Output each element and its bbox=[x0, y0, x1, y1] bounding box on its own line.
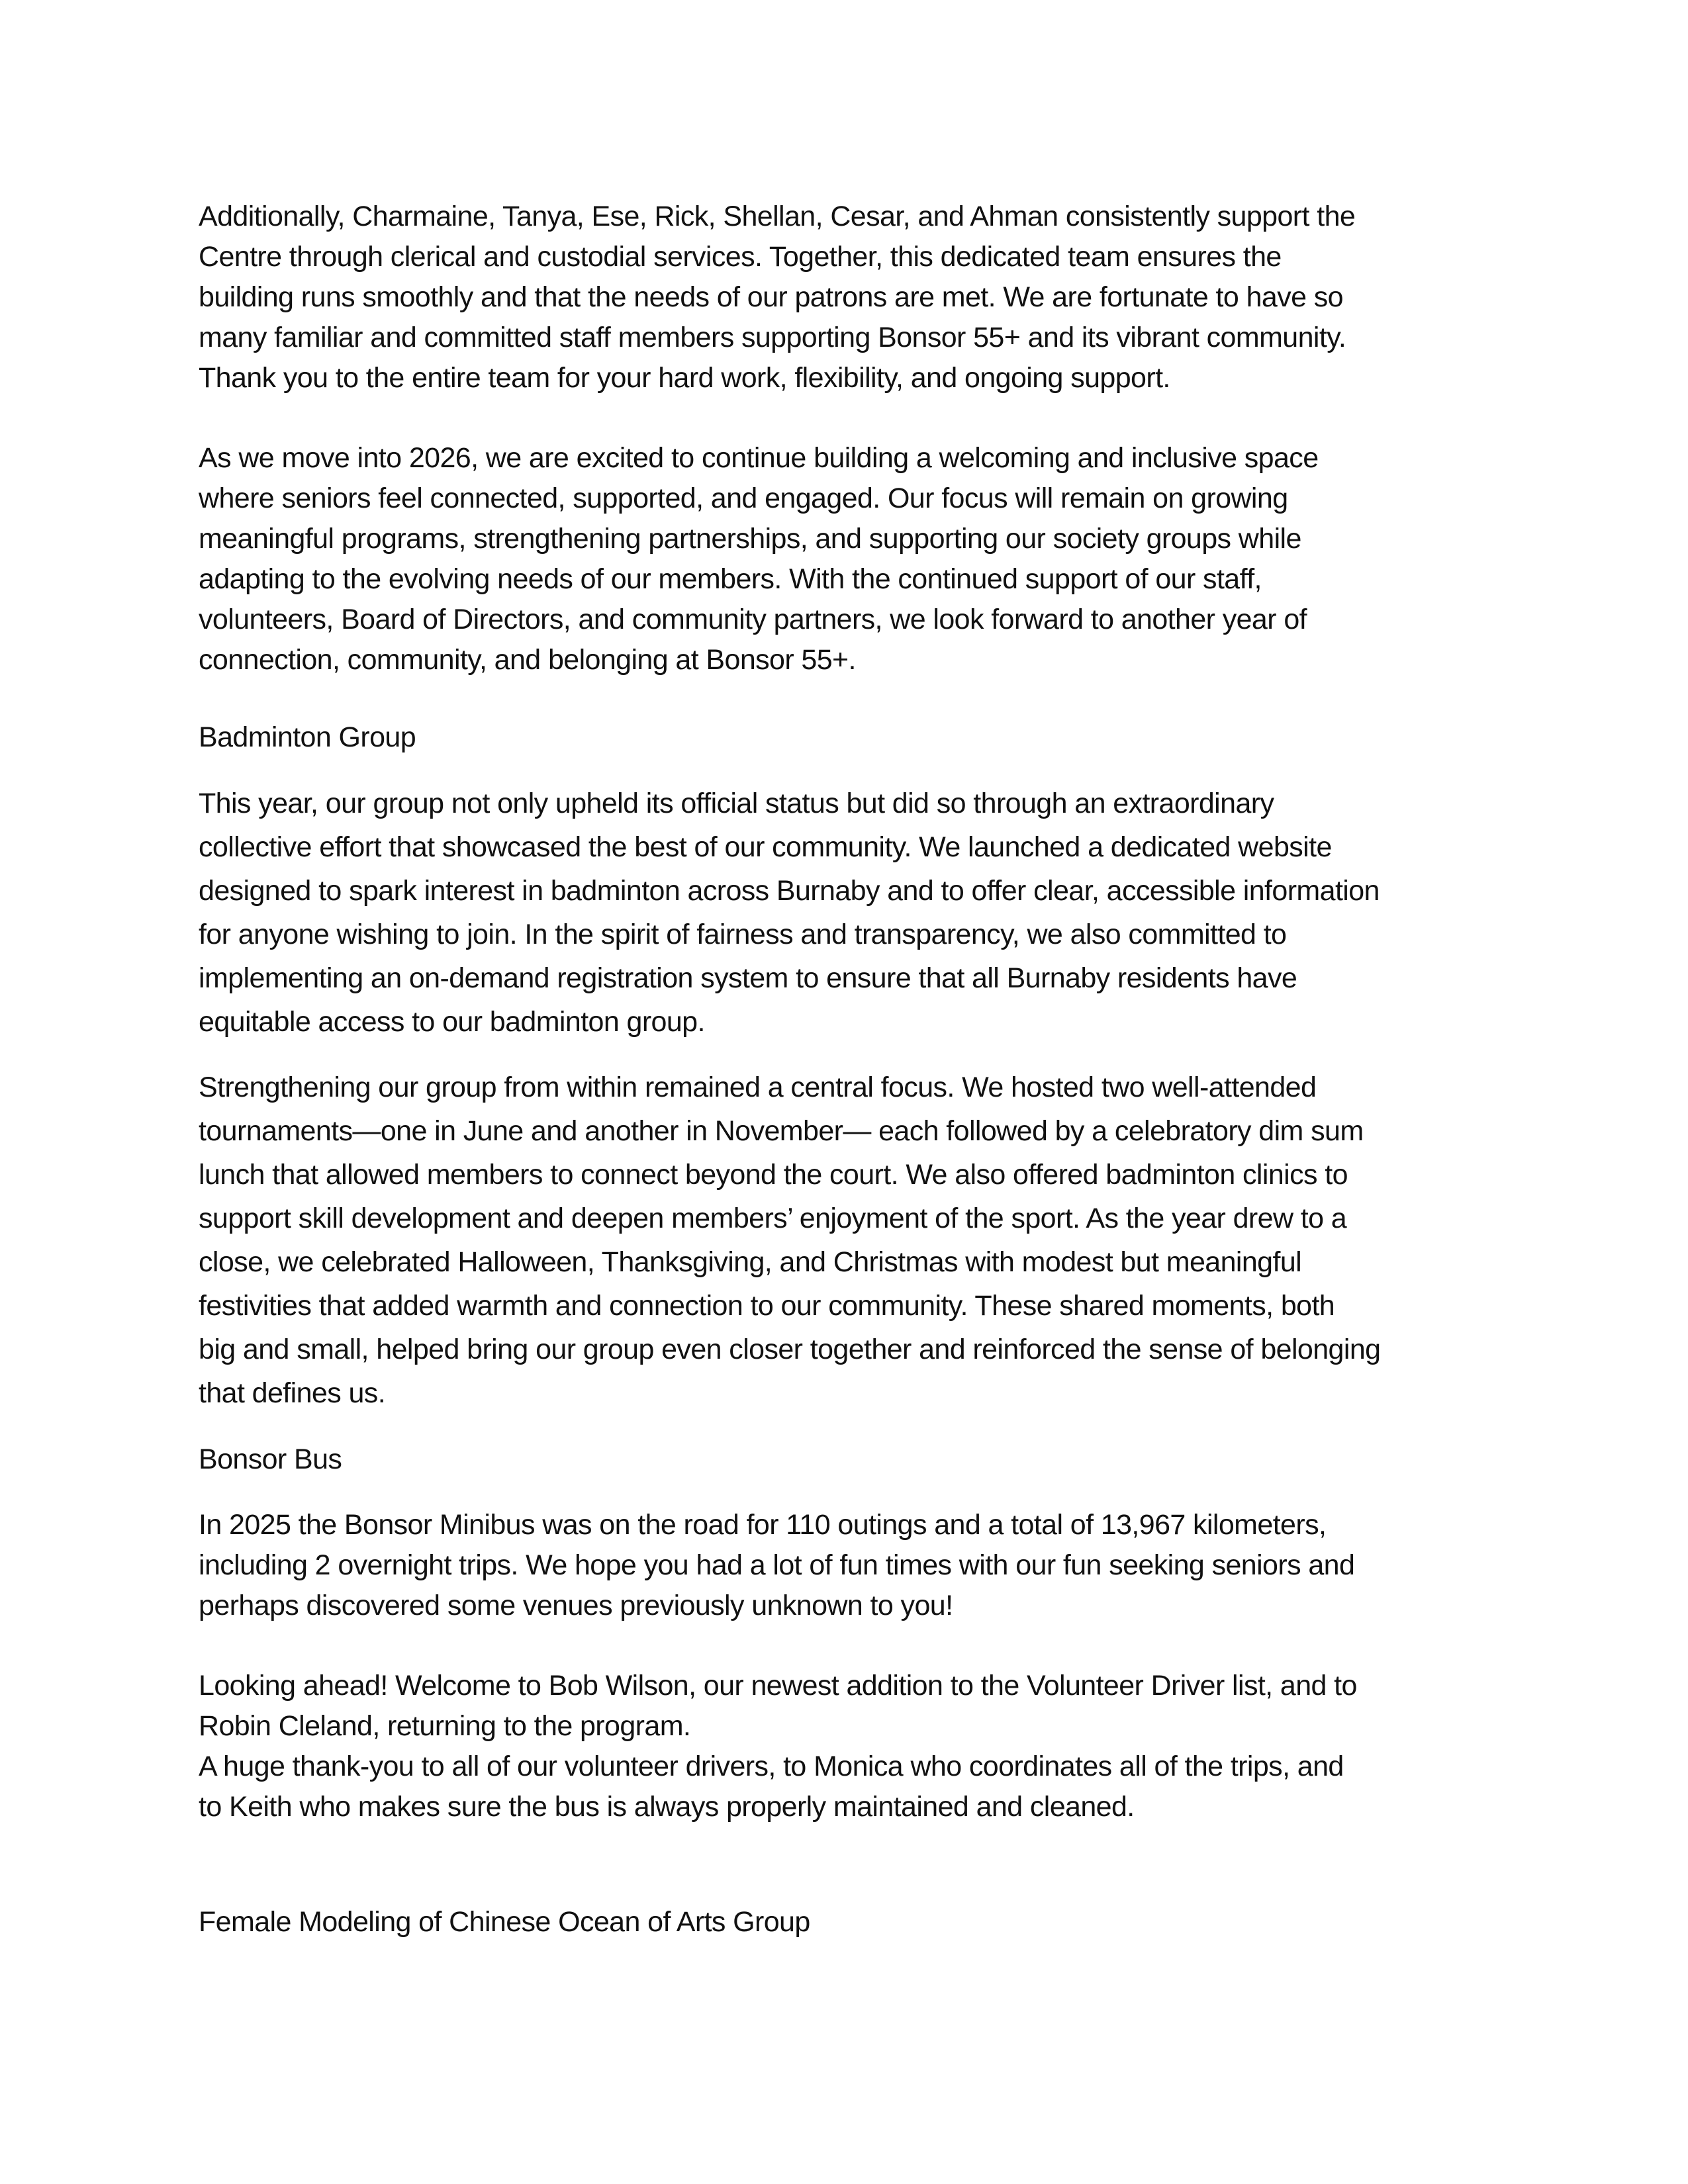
text-line: Centre through clerical and custodial services. Together, this dedicated team ensures the bbox=[199, 241, 1282, 273]
text-line: including 2 overnight trips. We hope you had a lot of fun times with our fun seeking seniors and bbox=[199, 1549, 1355, 1581]
text-line: connection, community, and belonging at Bonsor 55+. bbox=[199, 644, 856, 676]
text-line: volunteers, Board of Directors, and community partners, we look forward to another year of bbox=[199, 604, 1307, 635]
section-heading-bonsor-bus: Bonsor Bus bbox=[199, 1443, 342, 1475]
text-line: A huge thank-you to all of our volunteer drivers, to Monica who coordinates all of the trips, and bbox=[199, 1751, 1344, 1782]
text-line: Strengthening our group from within remained a central focus. We hosted two well-attended bbox=[199, 1071, 1317, 1103]
text-line: implementing an on-demand registration system to ensure that all Burnaby residents have bbox=[199, 962, 1297, 994]
text-line: support skill development and deepen members’ enjoyment of the sport. As the year drew to a bbox=[199, 1203, 1347, 1234]
text-line: tournaments—one in June and another in November— each followed by a celebratory dim sum bbox=[199, 1115, 1364, 1147]
text-line: to Keith who makes sure the bus is always properly maintained and cleaned. bbox=[199, 1791, 1135, 1823]
text-line: This year, our group not only upheld its official status but did so through an extraordinary bbox=[199, 788, 1274, 819]
text-line: for anyone wishing to join. In the spirit of fairness and transparency, we also committed to bbox=[199, 919, 1287, 950]
text-line: Robin Cleland, returning to the program. bbox=[199, 1710, 691, 1742]
text-line: perhaps discovered some venues previously unknown to you! bbox=[199, 1590, 953, 1621]
text-line: adapting to the evolving needs of our members. With the continued support of our staff, bbox=[199, 563, 1262, 595]
text-line: Thank you to the entire team for your hard work, flexibility, and ongoing support. bbox=[199, 362, 1170, 394]
section-heading-badminton: Badminton Group bbox=[199, 721, 416, 753]
text-line: lunch that allowed members to connect beyond the court. We also offered badminton clinics to bbox=[199, 1159, 1348, 1191]
text-line: Looking ahead! Welcome to Bob Wilson, our newest addition to the Volunteer Driver list, and to bbox=[199, 1670, 1357, 1702]
text-line: meaningful programs, strengthening partnerships, and supporting our society groups while bbox=[199, 523, 1301, 555]
text-line: where seniors feel connected, supported, and engaged. Our focus will remain on growing bbox=[199, 482, 1288, 514]
section-heading-female-modeling: Female Modeling of Chinese Ocean of Arts Group bbox=[199, 1906, 810, 1938]
text-line: In 2025 the Bonsor Minibus was on the road for 110 outings and a total of 13,967 kilometers, bbox=[199, 1509, 1327, 1541]
text-line: many familiar and committed staff members supporting Bonsor 55+ and its vibrant community. bbox=[199, 322, 1346, 353]
text-line: Additionally, Charmaine, Tanya, Ese, Rick, Shellan, Cesar, and Ahman consistently support the bbox=[199, 201, 1356, 232]
text-line: festivities that added warmth and connection to our community. These shared moments, both bbox=[199, 1290, 1335, 1322]
text-line: building runs smoothly and that the needs of our patrons are met. We are fortunate to have so bbox=[199, 281, 1343, 313]
text-line: As we move into 2026, we are excited to continue building a welcoming and inclusive space bbox=[199, 442, 1319, 474]
text-line: that defines us. bbox=[199, 1377, 386, 1409]
text-line: equitable access to our badminton group. bbox=[199, 1006, 705, 1038]
text-line: close, we celebrated Halloween, Thanksgiving, and Christmas with modest but meaningful bbox=[199, 1246, 1302, 1278]
text-line: designed to spark interest in badminton across Burnaby and to offer clear, accessible information bbox=[199, 875, 1380, 907]
text-line: big and small, helped bring our group even closer together and reinforced the sense of belonging bbox=[199, 1334, 1381, 1365]
text-line: collective effort that showcased the best of our community. We launched a dedicated website bbox=[199, 831, 1332, 863]
